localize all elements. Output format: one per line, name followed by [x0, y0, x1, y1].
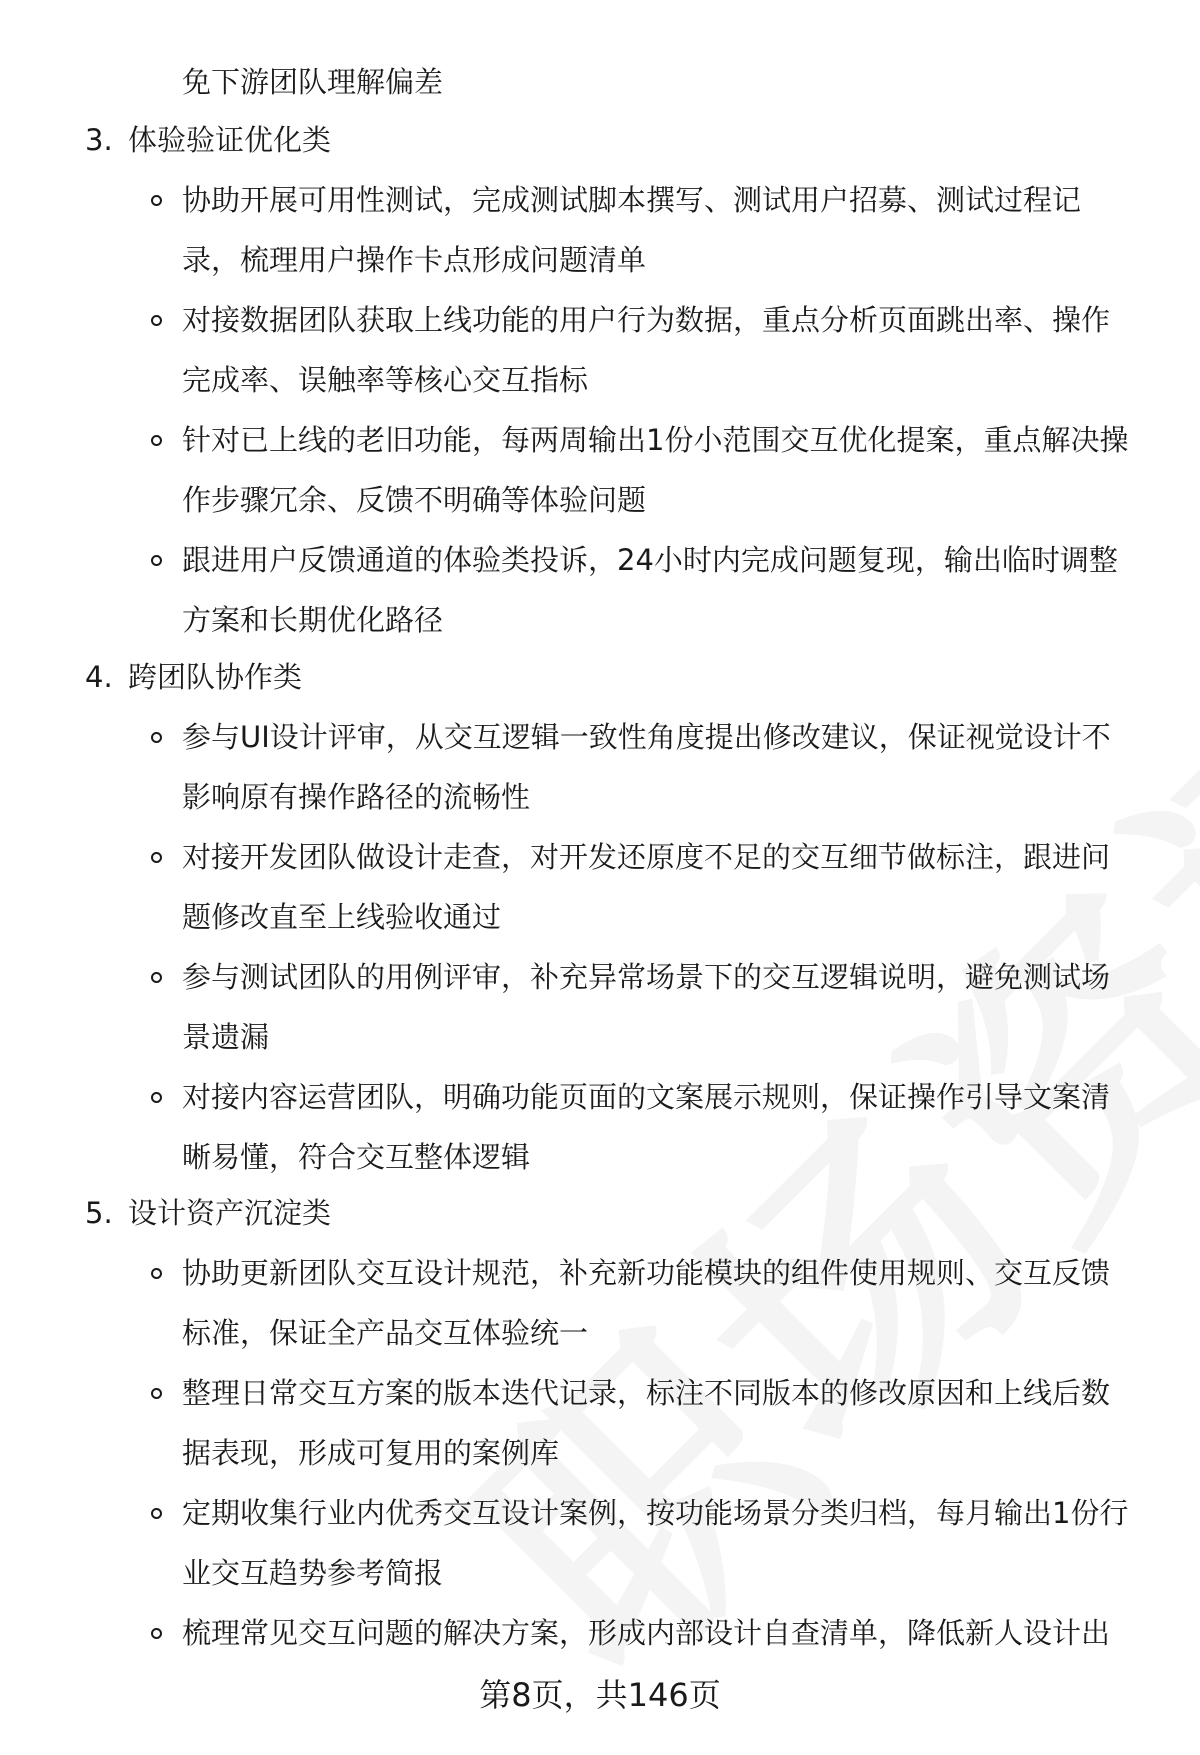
- bullet-icon: [151, 1092, 162, 1103]
- list-item-line: 影响原有操作路径的流畅性: [182, 780, 531, 814]
- section-number: 5.: [85, 1196, 113, 1230]
- continuation-line: 免下游团队理解偏差: [182, 65, 444, 99]
- list-item-line: 参与测试团队的用例评审，补充异常场景下的交互逻辑说明，避免测试场: [182, 960, 1111, 994]
- section-title: 跨团队协作类: [128, 660, 303, 694]
- section-number: 3.: [85, 123, 113, 157]
- list-item-line: 景遗漏: [182, 1020, 270, 1054]
- bullet-icon: [151, 195, 162, 206]
- list-item-line: 录，梳理用户操作卡点形成问题清单: [182, 243, 647, 277]
- list-item-line: 对接开发团队做设计走查，对开发还原度不足的交互细节做标注，跟进问: [182, 840, 1111, 874]
- bullet-icon: [151, 1388, 162, 1399]
- bullet-icon: [151, 732, 162, 743]
- bullet-icon: [151, 972, 162, 983]
- page-number-footer: 第8页，共146页: [479, 1676, 721, 1714]
- list-item-line: 完成率、误触率等核心交互指标: [182, 363, 589, 397]
- list-item-line: 作步骤冗余、反馈不明确等体验问题: [182, 483, 647, 517]
- list-item-line: 标准，保证全产品交互体验统一: [182, 1316, 589, 1350]
- list-item-line: 据表现，形成可复用的案例库: [182, 1436, 560, 1470]
- section-number: 4.: [85, 660, 113, 694]
- list-item-line: 针对已上线的老旧功能，每两周输出1份小范围交互优化提案，重点解决操: [182, 423, 1129, 457]
- bullet-icon: [151, 1268, 162, 1279]
- list-item-line: 协助开展可用性测试，完成测试脚本撰写、测试用户招募、测试过程记: [182, 183, 1082, 217]
- list-item-line: 业交互趋势参考简报: [182, 1556, 444, 1590]
- list-item-line: 梳理常见交互问题的解决方案，形成内部设计自查清单，降低新人设计出: [182, 1616, 1111, 1650]
- list-item-line: 对接内容运营团队，明确功能页面的文案展示规则，保证操作引导文案清: [182, 1080, 1111, 1114]
- list-item-line: 对接数据团队获取上线功能的用户行为数据，重点分析页面跳出率、操作: [182, 303, 1111, 337]
- bullet-icon: [151, 1508, 162, 1519]
- section-title: 体验验证优化类: [128, 123, 332, 157]
- bullet-icon: [151, 852, 162, 863]
- list-item-line: 题修改直至上线验收通过: [182, 900, 502, 934]
- list-item-line: 晰易懂，符合交互整体逻辑: [182, 1140, 531, 1174]
- bullet-icon: [151, 555, 162, 566]
- list-item-line: 定期收集行业内优秀交互设计案例，按功能场景分类归档，每月输出1份行: [182, 1496, 1129, 1530]
- list-item-line: 跟进用户反馈通道的体验类投诉，24小时内完成问题复现，输出临时调整: [182, 543, 1118, 577]
- section-title: 设计资产沉淀类: [128, 1196, 332, 1230]
- list-item-line: 整理日常交互方案的版本迭代记录，标注不同版本的修改原因和上线后数: [182, 1376, 1111, 1410]
- list-item-line: 参与UI设计评审，从交互逻辑一致性角度提出修改建议，保证视觉设计不: [182, 720, 1111, 754]
- list-item-line: 方案和长期优化路径: [182, 603, 444, 637]
- bullet-icon: [151, 315, 162, 326]
- bullet-icon: [151, 435, 162, 446]
- list-item-line: 协助更新团队交互设计规范，补充新功能模块的组件使用规则、交互反馈: [182, 1256, 1111, 1290]
- bullet-icon: [151, 1628, 162, 1639]
